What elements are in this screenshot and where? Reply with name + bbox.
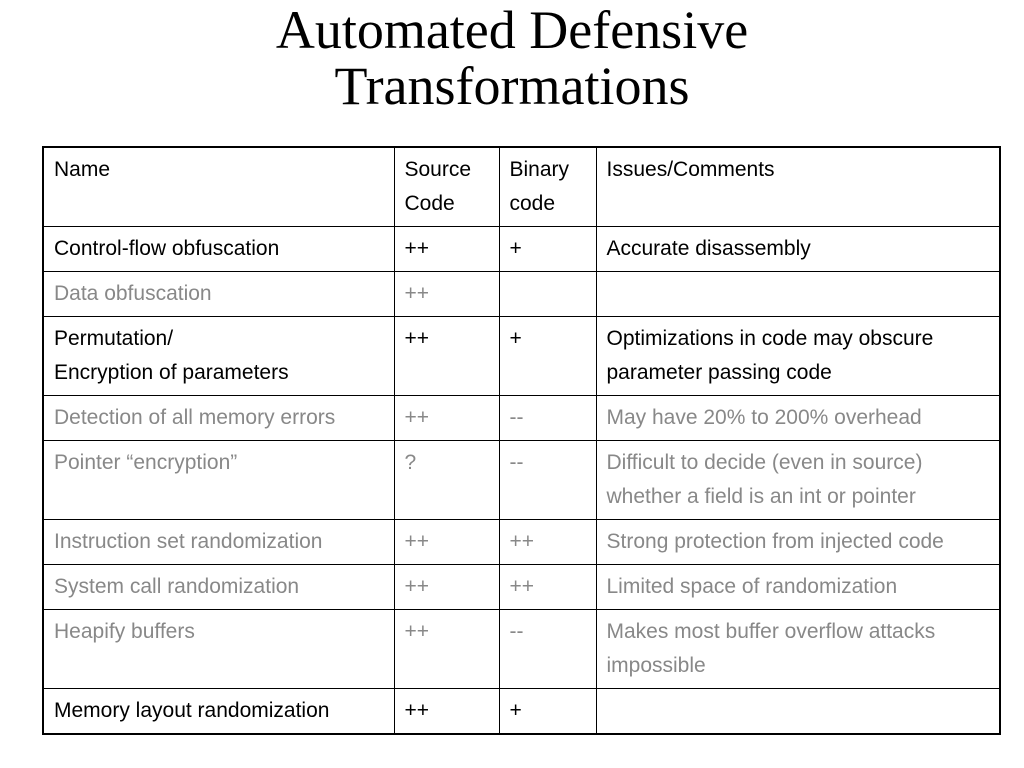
cell-name: Control-flow obfuscation: [43, 227, 394, 272]
table-row: [43, 396, 1000, 441]
table-row: [43, 610, 1000, 689]
cell-binary: +: [499, 317, 596, 396]
cell-issues: Difficult to decide (even in source) whether a field is an int or pointer: [596, 441, 1000, 520]
table-row: [43, 272, 1000, 317]
cell-binary: ++: [499, 565, 596, 610]
cell-source: ++: [394, 272, 499, 317]
cell-name: System call randomization: [43, 565, 394, 610]
cell-name: Detection of all memory errors: [43, 396, 394, 441]
cell-issues: [596, 272, 1000, 317]
table-row: [43, 227, 1000, 272]
cell-source: ++: [394, 227, 499, 272]
table-row: [43, 441, 1000, 520]
cell-name: Instruction set randomization: [43, 520, 394, 565]
cell-source: ++: [394, 565, 499, 610]
cell-issues: May have 20% to 200% overhead: [596, 396, 1000, 441]
cell-source: ++: [394, 396, 499, 441]
table-header-row: [43, 147, 1000, 227]
header-name: Name: [43, 147, 394, 227]
header-issues-comments: Issues/Comments: [596, 147, 1000, 227]
slide-title-line-2: Transformations: [334, 56, 690, 116]
cell-issues: Strong protection from injected code: [596, 520, 1000, 565]
header-binary-code: Binary code: [499, 147, 596, 227]
table-row: [43, 317, 1000, 396]
cell-issues: Makes most buffer overflow attacks impossible: [596, 610, 1000, 689]
transformations-table: [42, 146, 1001, 735]
cell-name: Data obfuscation: [43, 272, 394, 317]
cell-binary: [499, 272, 596, 317]
cell-issues: Optimizations in code may obscure parameter passing code: [596, 317, 1000, 396]
cell-source: ++: [394, 317, 499, 396]
table-row: [43, 689, 1000, 735]
cell-binary: --: [499, 396, 596, 441]
cell-binary: ++: [499, 520, 596, 565]
header-source-code: Source Code: [394, 147, 499, 227]
slide-title: [0, 2, 1024, 114]
cell-source: ?: [394, 441, 499, 520]
cell-binary: +: [499, 227, 596, 272]
cell-name: Memory layout randomization: [43, 689, 394, 735]
cell-source: ++: [394, 520, 499, 565]
cell-issues: Limited space of randomization: [596, 565, 1000, 610]
cell-binary: +: [499, 689, 596, 735]
cell-name: Heapify buffers: [43, 610, 394, 689]
cell-source: ++: [394, 610, 499, 689]
table-row: [43, 520, 1000, 565]
cell-name: Pointer “encryption”: [43, 441, 394, 520]
cell-source: ++: [394, 689, 499, 735]
cell-issues: [596, 689, 1000, 735]
slide-title-line-1: Automated Defensive: [275, 0, 749, 60]
cell-name: Permutation/ Encryption of parameters: [43, 317, 394, 396]
table-row: [43, 565, 1000, 610]
cell-issues: Accurate disassembly: [596, 227, 1000, 272]
cell-binary: --: [499, 441, 596, 520]
cell-binary: --: [499, 610, 596, 689]
